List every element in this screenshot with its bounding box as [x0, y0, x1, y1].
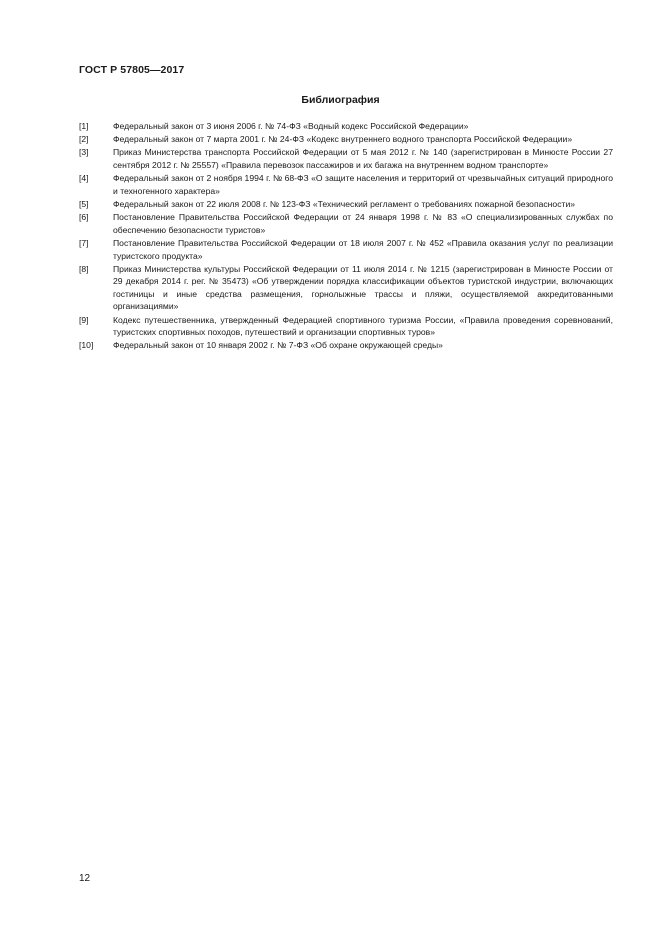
bibliography-entry	[79, 133, 613, 146]
entry-number: [2]	[79, 134, 89, 145]
entry-number: [8]	[79, 263, 89, 274]
bibliography-entry	[79, 211, 613, 236]
bibliography-entry	[79, 314, 613, 339]
bibliography-entry	[79, 146, 613, 171]
bibliography-entry	[79, 198, 613, 211]
document-code: ГОСТ Р 57805—2017	[79, 64, 185, 76]
entry-number: [7]	[79, 237, 89, 248]
entry-number: [4]	[79, 173, 89, 184]
entry-text: Федеральный закон от 22 июля 2008 г. № 123-ФЗ «Технический регламент о требованиях пожарной безопасности»	[113, 198, 576, 209]
entry-text: Федеральный закон от 2 ноября 1994 г. № 68-ФЗ «О защите населения и территорий от чрезвычайных ситуаций природного и техногенного характера»	[113, 173, 613, 196]
bibliography-list	[79, 120, 613, 353]
section-title: Библиография	[301, 94, 380, 106]
bibliography-entry	[79, 339, 613, 352]
entry-number: [1]	[79, 121, 89, 131]
entry-number: [6]	[79, 212, 89, 223]
entry-number: [5]	[79, 198, 89, 209]
bibliography-entry	[79, 263, 613, 313]
entry-text: Постановление Правительства Российской Федерации от 18 июля 2007 г. № 452 «Правила оказания услуг по реализации туристского продукта»	[113, 237, 613, 261]
entry-number: [3]	[79, 147, 89, 158]
bibliography-entry	[79, 237, 613, 262]
bibliography-entry	[79, 172, 613, 197]
entry-text: Федеральный закон от 3 июня 2006 г. № 74-ФЗ «Водный кодекс Российской Федерации»	[113, 121, 469, 131]
entry-text: Постановление Правительства Российской Федерации от 24 января 1998 г. № 83 «О специализированных службах по обеспечению безопасности туристов»	[113, 212, 613, 235]
entry-text: Приказ Министерства транспорта Российской Федерации от 5 мая 2012 г. № 140 (зарегистрирован в Минюсте России 27 сентября 2012 г. № 25557) «Правила перевозок пассажиров и их багажа на внутреннем водном транспорте»	[113, 147, 613, 170]
page-number: 12	[79, 873, 91, 884]
bibliography-entry	[79, 120, 613, 133]
entry-text: Федеральный закон от 7 марта 2001 г. № 24-ФЗ «Кодекс внутреннего водного транспорта Российской Федерации»	[113, 134, 573, 145]
entry-text: Кодекс путешественника, утвержденный Федерацией спортивного туризма России, «Правила проведения соревнований, туристских спортивных походов, путешествий и организации спортивных туров»	[113, 314, 613, 338]
entry-text: Федеральный закон от 10 января 2002 г. № 7-ФЗ «Об охране окружающей среды»	[113, 340, 443, 351]
entry-number: [9]	[79, 314, 89, 325]
entry-number: [10]	[79, 340, 94, 351]
entry-text: Приказ Министерства культуры Российской Федерации от 11 июля 2014 г. № 1215 (зарегистрирован в Минюсте России от 29 декабря 2014 г. рег. № 35473) «Об утверждении порядка классификации объектов туристской индустрии, включающих гостиницы и иные средства размещения, горнолыжные трассы и пляжи, осуществляемой аккредитованными организациями»	[113, 263, 613, 312]
